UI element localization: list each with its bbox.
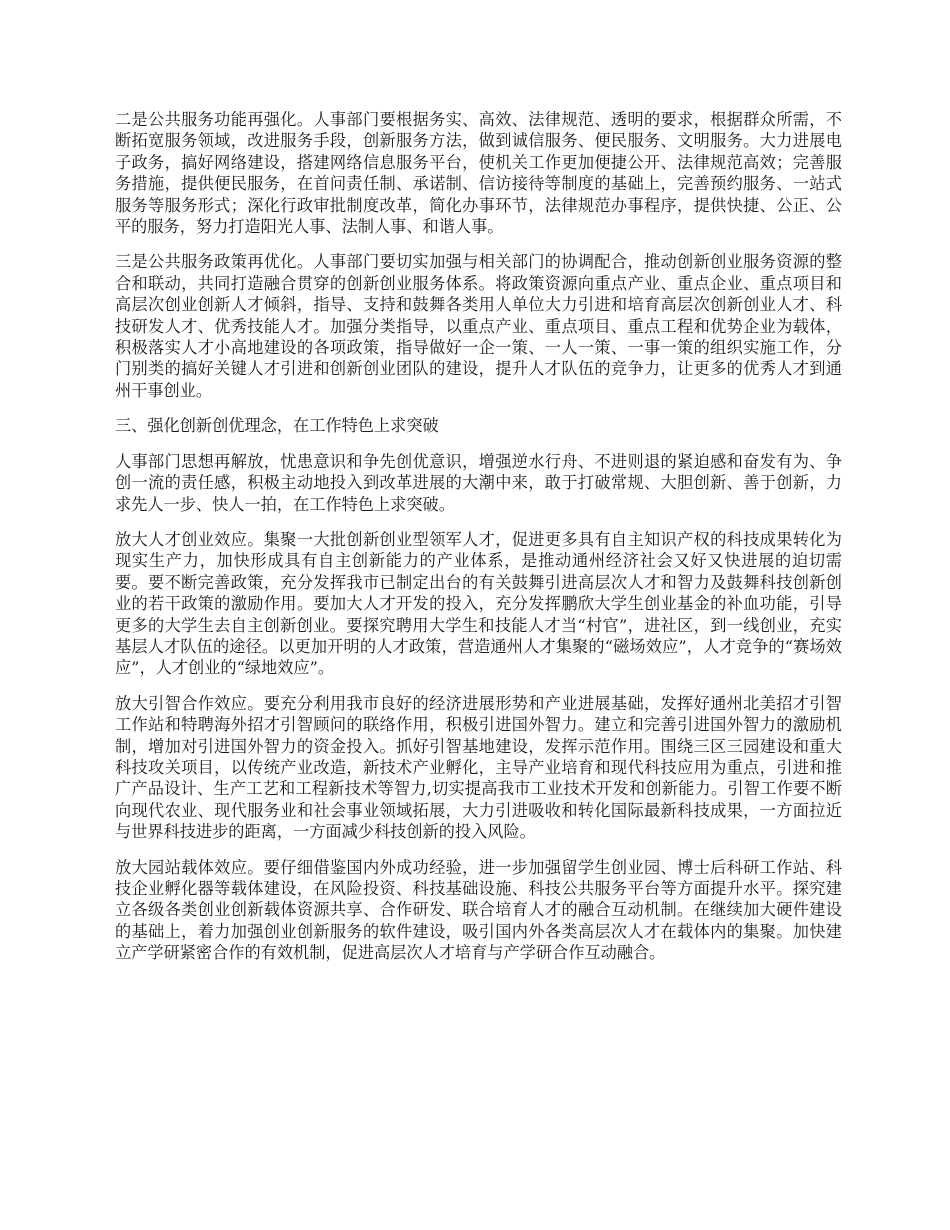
paragraph-talent-entrepreneurship: 放大人才创业效应。集聚一大批创新创业型领军人才，促进更多具有自主知识产权的科技成果转化为现实生产力，加快形成具有自主创新能力的产业体系，是推动通州经济社会又好又快进展的迫切需要。要不断完善政策，充分发挥我市已制定出台的有关鼓舞引进高层次人才和智力及鼓舞科技创新创业的若干政策的激励作用。要加大人才开发的投入，充分发挥鹏欣大学生创业基金的补血功能，引导更多的大学生去自主创新创业。要探究聘用大学生和技能人才当“村官”，进社区，到一线创业，充实基层人才队伍的途径。以更加开明的人才政策，营造通州人才集聚的“磁场效应”，人才竞争的“赛场效应”，人才创业的“绿地效应”。 <box>115 529 842 678</box>
paragraph-park-station-carrier: 放大园站载体效应。要仔细借鉴国内外成功经验，进一步加强留学生创业园、博士后科研工作站、科技企业孵化器等载体建设，在风险投资、科技基础设施、科技公共服务平台等方面提升水平。探究建立各级各类创业创新载体资源共享、合作研发、联合培育人才的融合互动机制。在继续加大硬件建设的基础上，着力加强创业创新服务的软件建设，吸引国内外各类高层次人才在载体内的集聚。加快建立产学研紧密合作的有效机制，促进高层次人才培育与产学研合作互动融合。 <box>115 857 842 963</box>
paragraph-section-intro: 人事部门思想再解放，忧患意识和争先创优意识，增强逆水行舟、不进则退的紧迫感和奋发有为、争创一流的责任感，积极主动地投入到改革进展的大潮中来，敢于打破常规、大胆创新、善于创新，力求先人一步、快人一拍，在工作特色上求突破。 <box>115 451 842 514</box>
paragraph-public-service-policy: 三是公共服务政策再优化。人事部门要切实加强与相关部门的协调配合，推动创新创业服务资源的整合和联动，共同打造融合贯穿的创新创业服务体系。将政策资源向重点产业、重点企业、重点项目和高层次创业创新人才倾斜，指导、支持和鼓舞各类用人单位大力引进和培育高层次创新创业人才、科技研发人才、优秀技能人才。加强分类指导，以重点产业、重点项目、重点工程和优势企业为载体，积极落实人才小高地建设的各项政策，指导做好一企一策、一人一策、一事一策的组织实施工作，分门别类的搞好关键人才引进和创新创业团队的建设，提升人才队伍的竞争力，让更多的优秀人才到通州干事创业。 <box>115 252 842 400</box>
paragraph-intellect-cooperation: 放大引智合作效应。要充分利用我市良好的经济进展形势和产业进展基础，发挥好通州北美招才引智工作站和特聘海外招才引智顾问的联络作用，积极引进国外智力。建立和完善引进国外智力的激励机制，增加对引进国外智力的资金投入。抓好引智基地建设，发挥示范作用。围绕三区三园建设和重大科技攻关项目，以传统产业改造，新技术产业孵化，主导产业培育和现代科技应用为重点，引进和推广产品设计、生产工艺和工程新技术等智力,切实提高我市工业技术开发和创新能力。引智工作要不断向现代农业、现代服务业和社会事业领域拓展，大力引进吸收和转化国际最新科技成果，一方面拉近与世界科技进步的距离，一方面减少科技创新的投入风险。 <box>115 693 842 842</box>
document-body <box>115 109 842 978</box>
paragraph-public-service-function: 二是公共服务功能再强化。人事部门要根据务实、高效、法律规范、透明的要求，根据群众所需，不断拓宽服务领域，改进服务手段，创新服务方法，做到诚信服务、便民服务、文明服务。大力进展电子政务，搞好网络建设，搭建网络信息服务平台，使机关工作更加便捷公开、法律规范高效；完善服务措施，提供便民服务，在首问责任制、承诺制、信访接待等制度的基础上，完善预约服务、一站式服务等服务形式；深化行政审批制度改革，简化办事环节，法律规范办事程序，提供快捷、公正、公平的服务，努力打造阳光人事、法制人事、和谐人事。 <box>115 110 842 237</box>
section-heading: 三、强化创新创优理念，在工作特色上求突破 <box>115 416 439 436</box>
